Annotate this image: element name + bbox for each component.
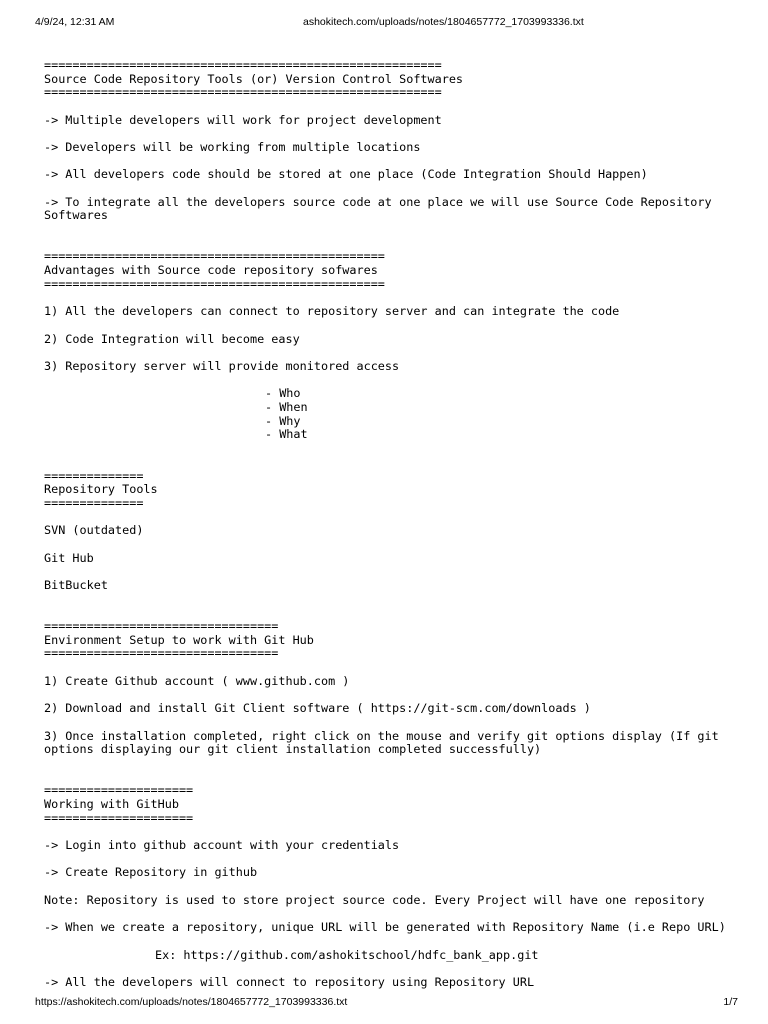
example-url: Ex: https://github.com/ashokitschool/hdfc_bank_app.git [155,948,539,962]
heading-rule-top: ================================= [44,619,279,633]
text-line: Note: Repository is used to store project source code. Every Project will have one repository [44,893,705,907]
section-title: Source Code Repository Tools (or) Version Control Softwares [44,72,464,86]
heading-rule-top: ===================== [44,783,194,797]
sub-item: - When [265,400,308,414]
tool-item: BitBucket [44,578,108,592]
print-page-number: 1/7 [723,996,738,1008]
text-line: -> Create Repository in github [44,865,258,879]
text-line: -> All developers code should be stored at one place (Code Integration Should Happen) [44,167,648,181]
text-line: 2) Download and install Git Client software ( https://git-scm.com/downloads ) [44,701,591,715]
text-line: 3) Repository server will provide monitored access [44,359,400,373]
heading-rule-bottom: ================================= [44,646,279,660]
text-line: -> Multiple developers will work for project development [44,113,442,127]
text-line: Softwares [44,208,108,222]
section-title: Working with GitHub [44,797,179,811]
text-line: -> To integrate all the developers source code at one place we will use Source Code Repository [44,195,712,209]
tool-item: SVN (outdated) [44,523,144,537]
heading-rule-top: ================================================ [44,249,385,263]
print-footer-url: https://ashokitech.com/uploads/notes/1804657772_1703993336.txt [35,996,348,1008]
heading-rule-top: ============== [44,469,144,483]
text-line: -> When we create a repository, unique URL will be generated with Repository Name (i.e Repo URL) [44,920,726,934]
text-line: 1) Create Github account ( www.github.com ) [44,674,350,688]
print-page-url: ashokitech.com/uploads/notes/1804657772_1703993336.txt [303,16,584,28]
sub-item: - Why [265,414,301,428]
tool-item: Git Hub [44,551,94,565]
text-line: 3) Once installation completed, right click on the mouse and verify git options display (If git [44,729,719,743]
heading-rule-bottom: ================================================ [44,277,385,291]
heading-rule-bottom: ============== [44,496,144,510]
heading-rule-top: ======================================================== [44,58,442,72]
text-line: -> Login into github account with your credentials [44,838,400,852]
text-line: options displaying our git client installation completed successfully) [44,742,542,756]
text-line: -> Developers will be working from multiple locations [44,140,421,154]
sub-item: - What [265,427,308,441]
section-title: Advantages with Source code repository sofwares [44,263,378,277]
section-title: Environment Setup to work with Git Hub [44,633,314,647]
heading-rule-bottom: ======================================================== [44,85,442,99]
text-line: -> All the developers will connect to repository using Repository URL [44,975,535,989]
print-datetime: 4/9/24, 12:31 AM [35,16,115,28]
section-title: Repository Tools [44,482,158,496]
heading-rule-bottom: ===================== [44,811,194,825]
text-line: 1) All the developers can connect to repository server and can integrate the code [44,304,620,318]
text-line: 2) Code Integration will become easy [44,332,300,346]
sub-item: - Who [265,386,301,400]
